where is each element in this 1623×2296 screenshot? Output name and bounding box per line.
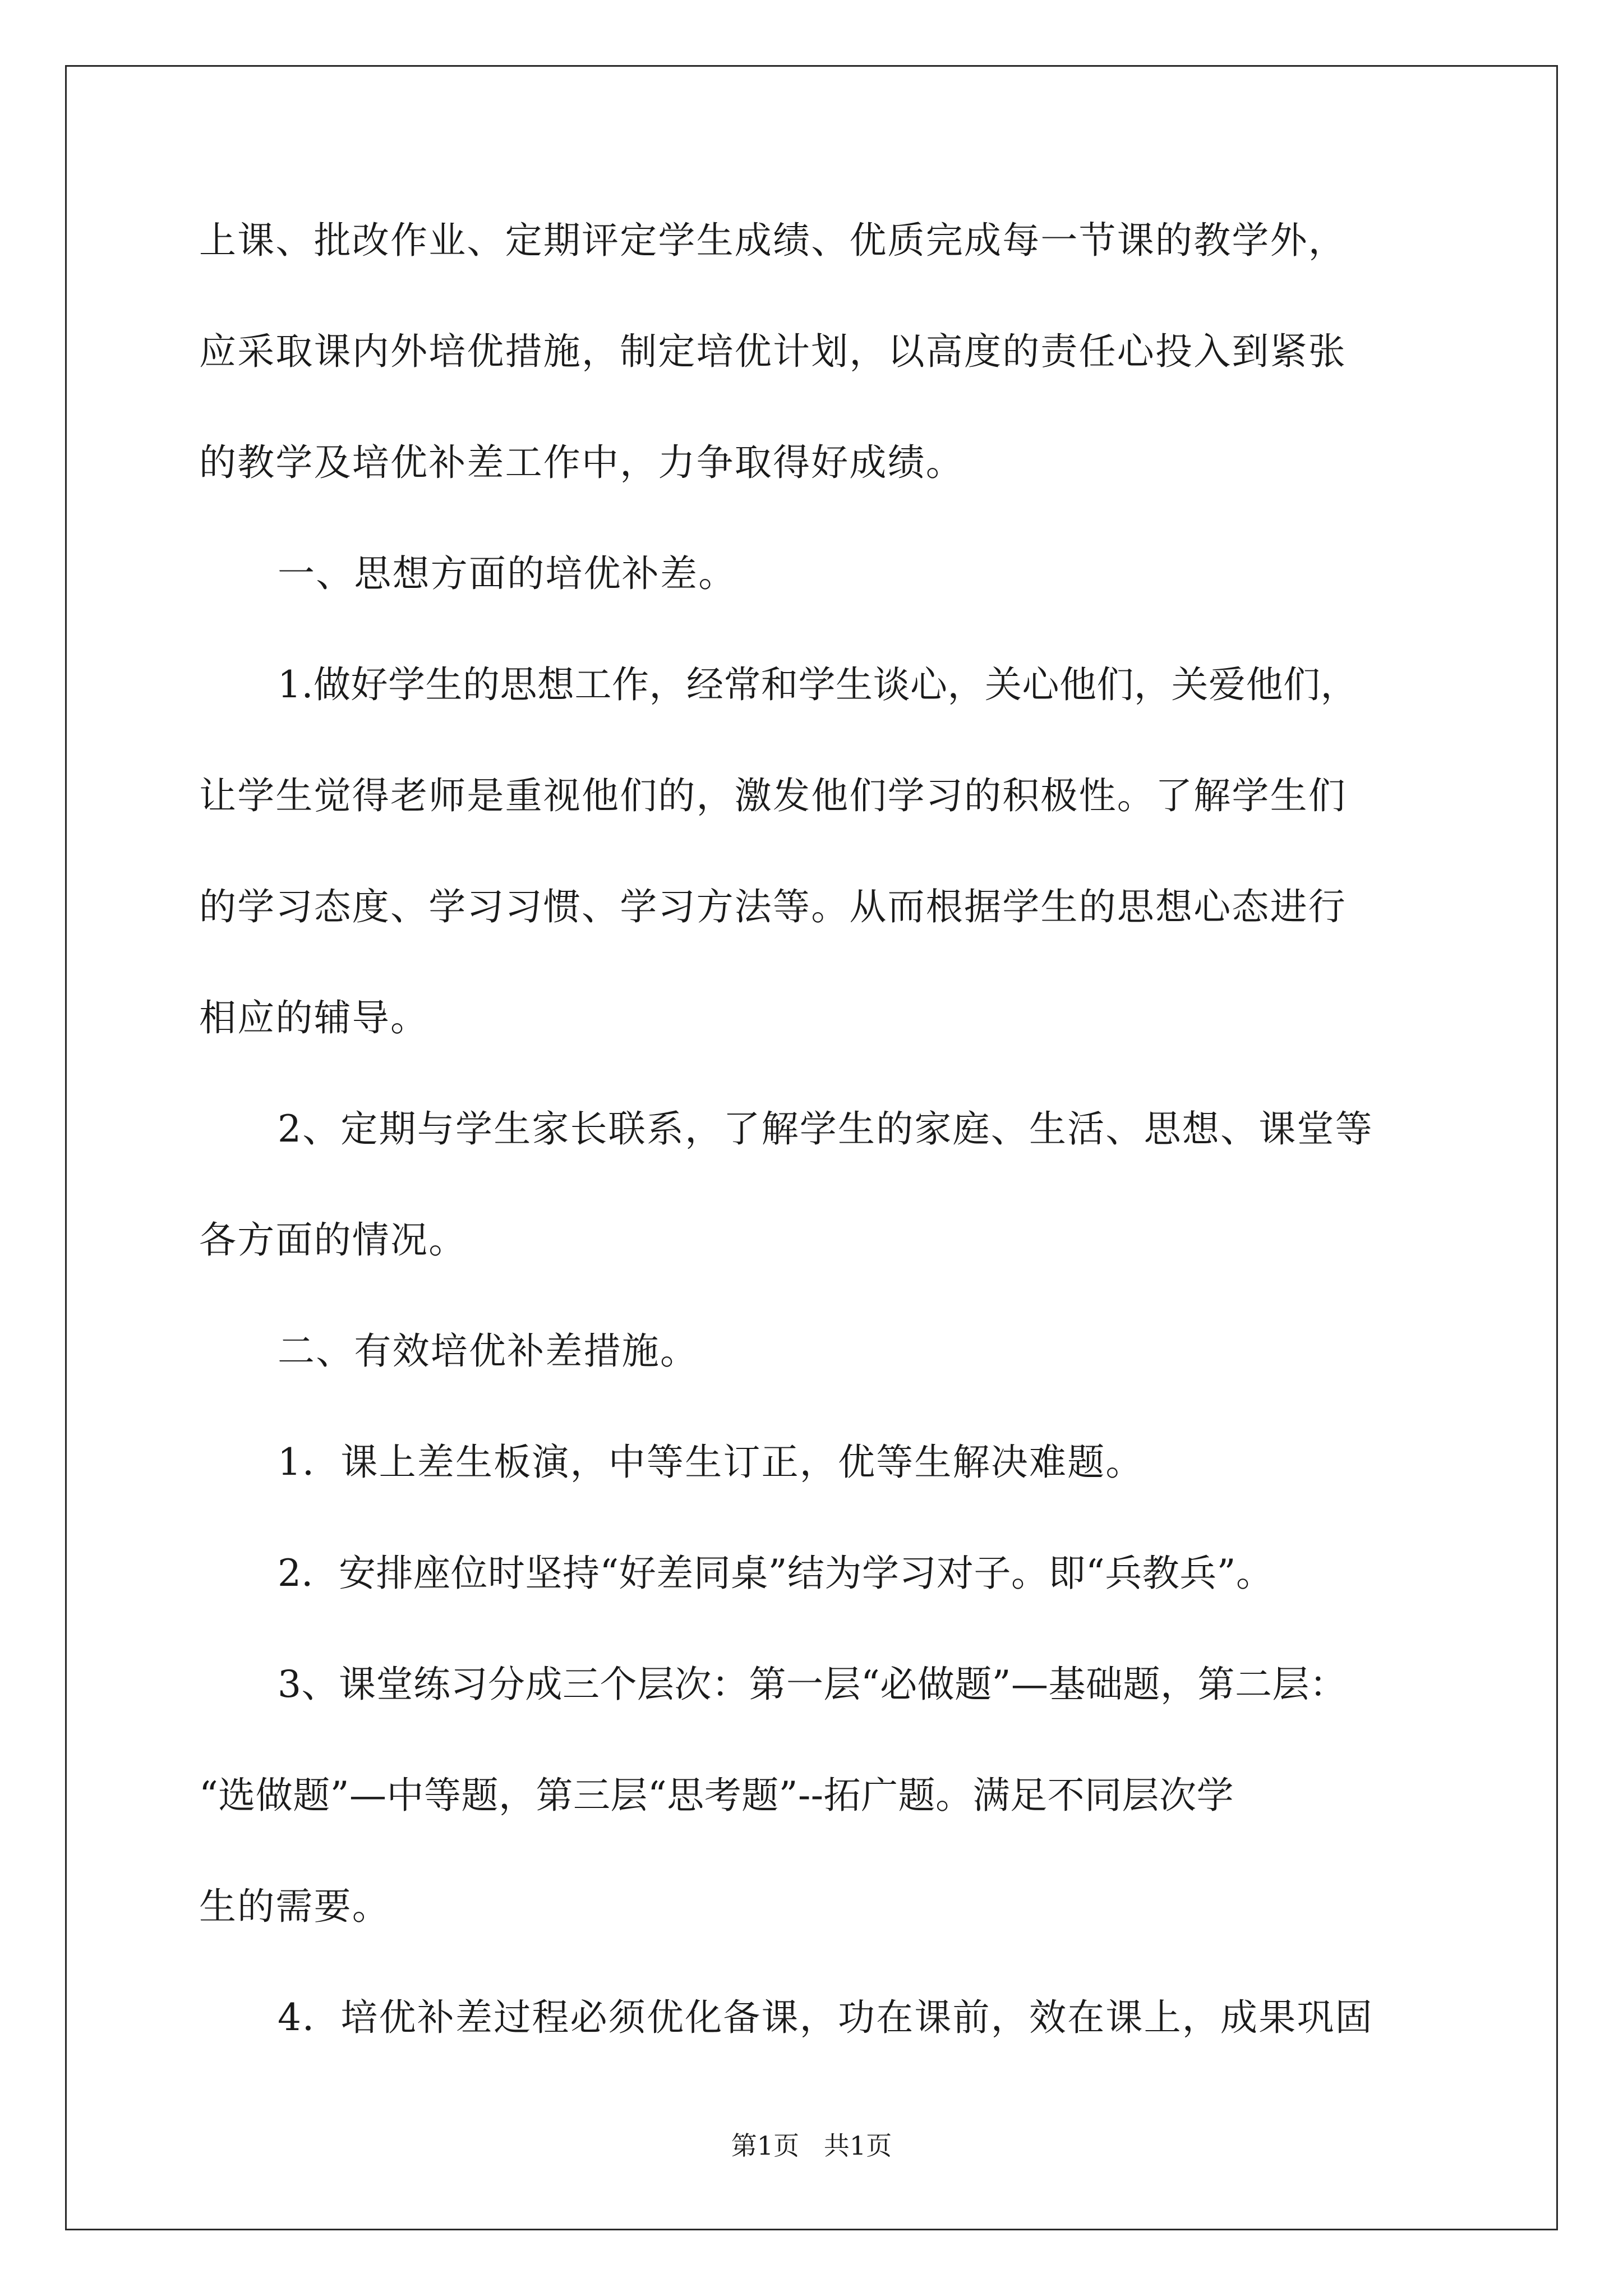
text-line: “选做题”—中等题，第三层“思考题”--拓广题。满足不同层次学 (199, 1774, 1234, 1817)
page-number-footer: 第1页 共1页 (731, 2131, 892, 2161)
text-line: 2．安排座位时坚持“好差同桌”结为学习对子。即“兵教兵”。 (278, 1552, 1274, 1595)
text-line: 各方面的情况。 (199, 1218, 467, 1262)
text-line: 生的需要。 (199, 1885, 390, 1928)
text-line: 让学生觉得老师是重视他们的，激发他们学习的积极性。了解学生们 (199, 774, 1347, 817)
text-line: 相应的辅导。 (199, 996, 429, 1039)
document-body (199, 185, 1427, 2073)
text-line: 3、课堂练习分成三个层次：第一层“必做题”—基础题，第二层： (278, 1663, 1347, 1706)
text-line: 4．培优补差过程必须优化备课，功在课前，效在课上，成果巩固 (278, 1996, 1373, 2039)
text-line: 上课、批改作业、定期评定学生成绩、优质完成每一节课的教学外， (199, 219, 1347, 262)
section-heading: 一、思想方面的培优补差。 (278, 552, 737, 595)
text-line: 1.做好学生的思想工作，经常和学生谈心，关心他们，关爱他们， (278, 663, 1358, 706)
text-line: 2、定期与学生家长联系，了解学生的家庭、生活、思想、课堂等 (278, 1107, 1373, 1151)
text-line: 1．课上差生板演，中等生订正，优等生解决难题。 (278, 1441, 1144, 1484)
section-heading: 二、有效培优补差措施。 (278, 1329, 699, 1373)
text-line: 的教学及培优补差工作中，力争取得好成绩。 (199, 441, 964, 484)
text-line: 的学习态度、学习习惯、学习方法等。从而根据学生的思想心态进行 (199, 885, 1347, 928)
text-line: 应采取课内外培优措施，制定培优计划，以高度的责任心投入到紧张 (199, 330, 1347, 373)
